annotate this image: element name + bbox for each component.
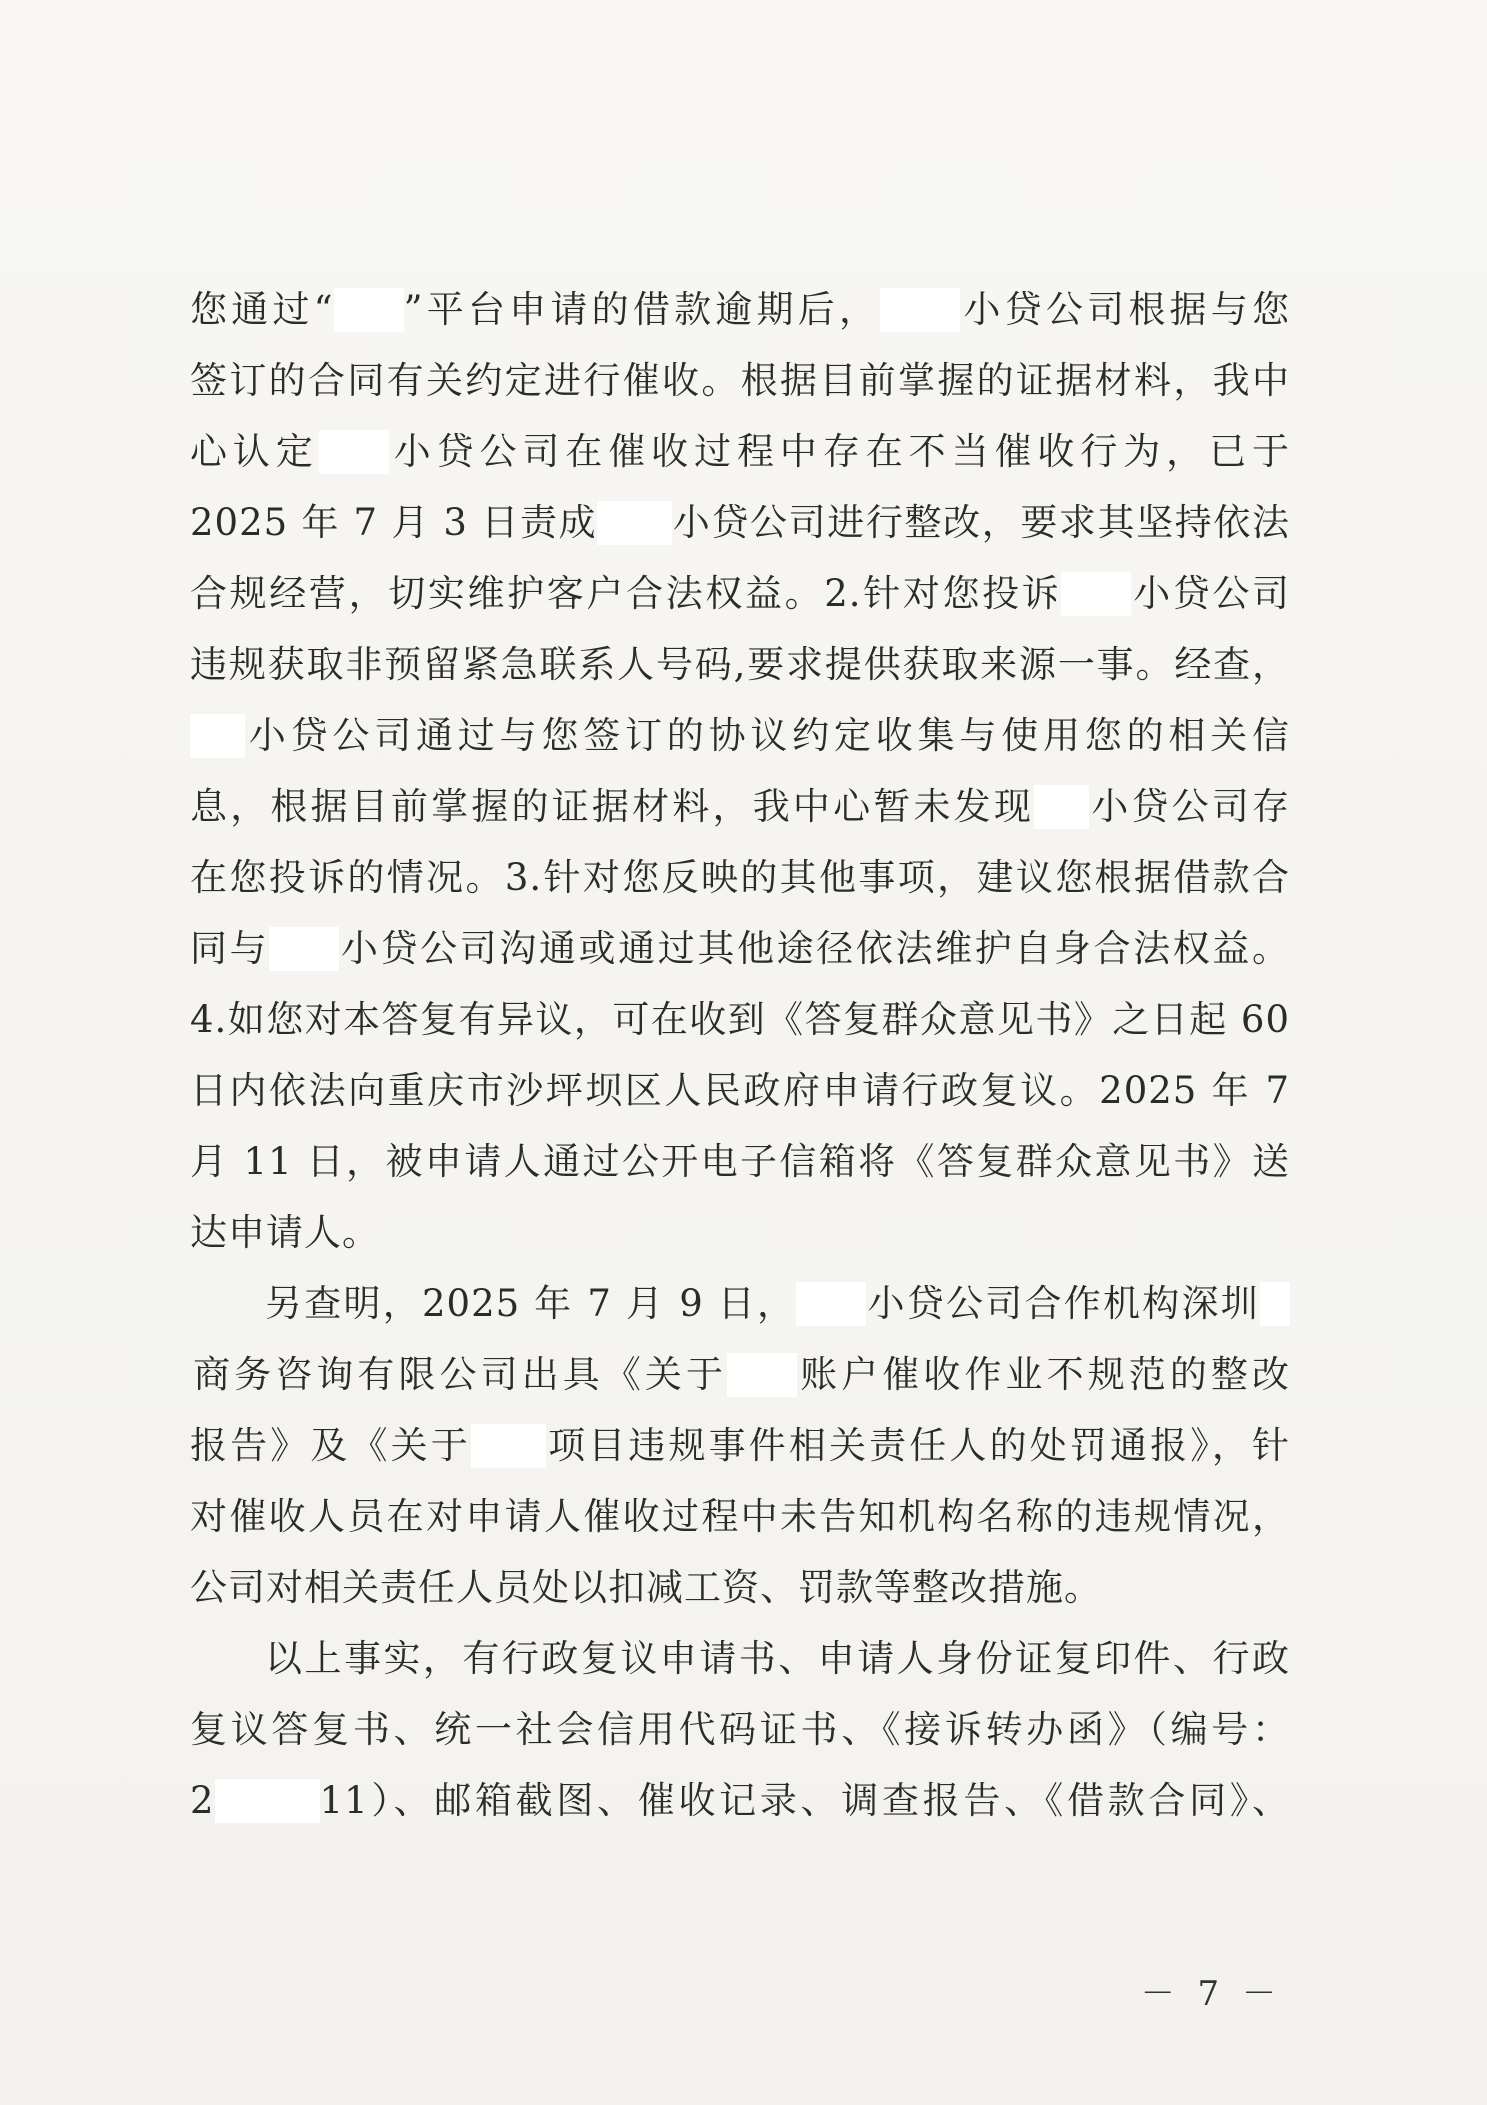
redacted-block xyxy=(471,1424,546,1468)
text-segment: 达申请人。 xyxy=(190,1211,380,1254)
redacted-block xyxy=(727,1353,797,1397)
text-line xyxy=(190,1771,1290,1831)
redacted-block xyxy=(880,288,960,332)
text-line xyxy=(190,777,1290,837)
text-line xyxy=(190,990,1290,1050)
text-line xyxy=(190,351,1290,411)
text-line xyxy=(190,280,1290,340)
text-line xyxy=(190,1700,1290,1760)
text-segment: 小贷公司 xyxy=(1131,572,1290,615)
text-line xyxy=(190,493,1290,553)
text-segment: 公司对相关责任人员处以扣减工资、罚款等整改措施。 xyxy=(190,1566,1102,1609)
text-segment: 商务咨询有限公司出具《关于 xyxy=(190,1353,728,1396)
text-line xyxy=(190,706,1290,766)
text-line xyxy=(190,1061,1290,1121)
text-segment: 日内依法向重庆市沙坪坝区人民政府申请行政复议。2025 年 7 xyxy=(190,1069,1290,1112)
redacted-block xyxy=(269,927,339,971)
text-segment: 您通过“ xyxy=(190,288,334,331)
text-line xyxy=(190,919,1290,979)
text-segment: 签订的合同有关约定进行催收。根据目前掌握的证据材料，我中 xyxy=(190,359,1290,402)
text-segment: 11）、邮箱截图、催收记录、调查报告、《借款合同》、 xyxy=(319,1779,1290,1822)
text-segment: 心认定 xyxy=(190,430,319,473)
text-segment: ”平台申请的借款逾期后， xyxy=(403,288,881,331)
text-segment: 小贷公司通过与您签订的协议约定收集与使用您的相关信 xyxy=(245,714,1290,757)
redacted-block xyxy=(319,430,389,474)
text-segment: 另查明，2025 年 7 月 9 日， xyxy=(265,1282,797,1325)
redacted-block xyxy=(1061,572,1131,616)
text-line xyxy=(190,1345,1290,1405)
text-line xyxy=(190,1416,1290,1476)
text-segment: 息，根据目前掌握的证据材料，我中心暂未发现 xyxy=(190,785,1035,828)
text-segment: 小贷公司合作机构深圳 xyxy=(866,1282,1260,1325)
text-line xyxy=(190,635,1290,695)
text-line xyxy=(190,1558,1290,1618)
redacted-block xyxy=(597,501,672,545)
redacted-block xyxy=(215,1779,320,1823)
text-segment: 2025 年 7 月 3 日责成 xyxy=(190,501,598,544)
text-segment: 小贷公司在催收过程中存在不当催收行为，已于 xyxy=(388,430,1290,473)
redacted-block xyxy=(190,714,245,758)
text-line xyxy=(190,564,1290,624)
text-segment: 小贷公司沟通或通过其他途径依法维护自身合法权益。 xyxy=(339,927,1291,970)
text-segment: 同与 xyxy=(190,927,270,970)
text-line xyxy=(190,1203,1290,1263)
text-segment: 复议答复书、统一社会信用代码证书、《接诉转办函》（编号： xyxy=(190,1708,1290,1751)
text-segment: 以上事实，有行政复议申请书、申请人身份证复印件、行政 xyxy=(265,1637,1290,1680)
text-segment: 2 xyxy=(190,1779,215,1822)
text-line xyxy=(190,1274,1290,1334)
page-number: － 7 － xyxy=(1140,1974,1282,2014)
redacted-block xyxy=(796,1282,866,1326)
text-segment: 账户催收作业不规范的整改 xyxy=(797,1353,1291,1396)
text-line xyxy=(190,1487,1290,1547)
text-segment: 对催收人员在对申请人催收过程中未告知机构名称的违规情况， xyxy=(190,1495,1290,1538)
text-segment: 月 11 日，被申请人通过公开电子信箱将《答复群众意见书》送 xyxy=(190,1140,1290,1183)
text-segment: 小贷公司根据与您 xyxy=(960,288,1290,331)
text-segment: 4.如您对本答复有异议，可在收到《答复群众意见书》之日起 60 xyxy=(190,998,1290,1041)
text-segment: 合规经营，切实维护客户合法权益。2.针对您投诉 xyxy=(190,572,1062,615)
text-segment: 小贷公司进行整改，要求其坚持依法 xyxy=(672,501,1290,544)
text-line xyxy=(190,422,1290,482)
text-segment: 报告》及《关于 xyxy=(190,1424,471,1467)
text-segment: 在您投诉的情况。3.针对您反映的其他事项，建议您根据借款合 xyxy=(190,856,1290,899)
text-line xyxy=(190,848,1290,908)
redacted-block xyxy=(1260,1282,1290,1326)
text-segment: 违规获取非预留紧急联系人号码,要求提供获取来源一事。经查， xyxy=(190,643,1290,686)
redacted-block xyxy=(334,288,404,332)
text-line xyxy=(190,1629,1290,1689)
text-segment: 小贷公司存 xyxy=(1089,785,1291,828)
redacted-block xyxy=(1034,785,1089,829)
text-line xyxy=(190,1132,1290,1192)
text-segment: 项目违规事件相关责任人的处罚通报》，针 xyxy=(545,1424,1291,1467)
